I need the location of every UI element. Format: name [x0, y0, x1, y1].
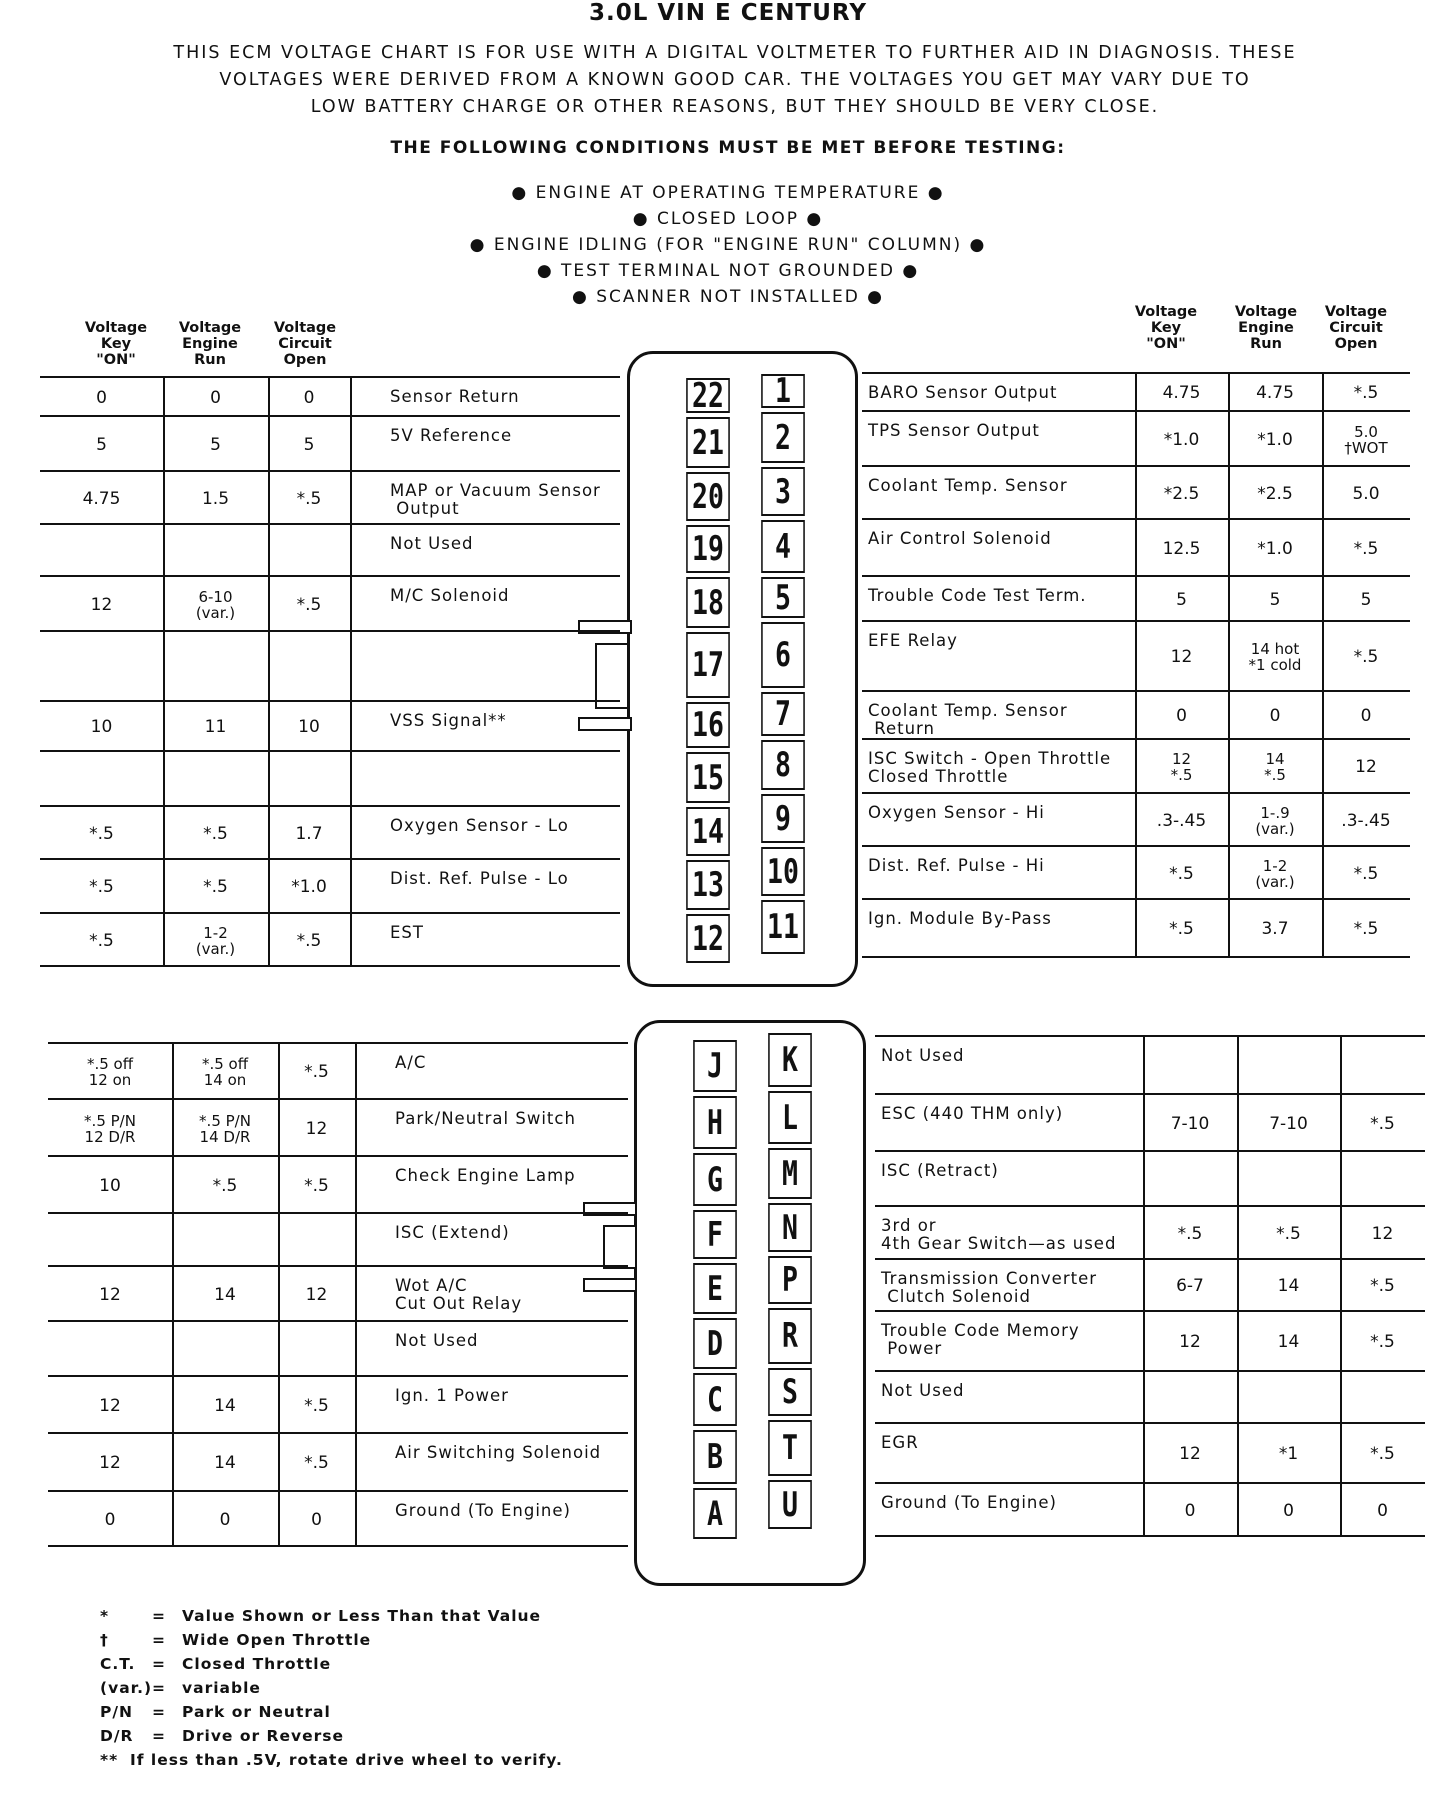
signal-label: Oxygen Sensor - Lo [390, 816, 569, 835]
legend-text: If less than .5V, rotate drive wheel to verify. [130, 1751, 563, 1769]
legend [100, 1604, 563, 1772]
pin-14: 14 [686, 807, 730, 856]
pin-10: 10 [761, 847, 805, 896]
table-rule [40, 912, 620, 914]
cell-run: *1 [1278, 1444, 1299, 1464]
cell-open: *.5 [304, 1453, 329, 1473]
cell-open: *.5 [1370, 1113, 1395, 1134]
cell-key: 5 [96, 434, 107, 455]
table-rule [875, 1150, 1425, 1152]
cell-run: 1-.9 (var.) [1255, 803, 1295, 838]
cell-key: *.5 [89, 823, 114, 844]
intro-paragraph [70, 40, 1400, 121]
cell-run: 1-2 (var.) [195, 923, 236, 958]
table-rule [48, 1320, 628, 1322]
cell-key: *2.5 [1163, 483, 1200, 504]
cell-key: *.5 P/N 12 D/R [84, 1111, 136, 1146]
table-rule [40, 858, 620, 860]
legend-item [100, 1676, 563, 1700]
cell-run: 14 *.5 [1264, 750, 1286, 784]
signal-label: EFE Relay [868, 631, 958, 650]
connector-tab [583, 1278, 637, 1292]
cell-run: *.5 [1276, 1223, 1301, 1244]
cell-open: 0 [311, 1509, 322, 1530]
table-rule [48, 1042, 628, 1044]
pin-S: S [768, 1368, 812, 1416]
cell-key: *.5 [1169, 919, 1194, 939]
cell-open: *.5 [1370, 1444, 1395, 1464]
cell-run [163, 529, 268, 573]
legend-symbol: P/N [100, 1703, 133, 1721]
legend-text: Drive or Reverse [182, 1727, 344, 1745]
cell-key [48, 1218, 172, 1263]
table-rule [48, 1375, 628, 1377]
signal-label: Air Switching Solenoid [395, 1443, 602, 1462]
cell-run: 3.7 [1261, 919, 1289, 939]
cell-run: *1.0 [1257, 429, 1293, 450]
cell-key: 0 [104, 1509, 116, 1530]
cell-key: 0 [96, 387, 107, 408]
table-rule [875, 1310, 1425, 1312]
cell-open: 12 [305, 1284, 328, 1305]
cell-run: 6-10 (var.) [195, 587, 236, 622]
cell-open: *.5 [1353, 647, 1379, 667]
cell-run: 14 [214, 1284, 236, 1305]
signal-label: BARO Sensor Output [868, 383, 1058, 402]
cell-run: 14 [1277, 1332, 1300, 1352]
signal-label: Check Engine Lamp [395, 1166, 576, 1185]
condition-item: ● SCANNER NOT INSTALLED ● [571, 287, 885, 307]
conditions-list [0, 180, 1456, 310]
pin-J: J [693, 1040, 737, 1092]
cell-run: 1.5 [201, 488, 230, 509]
table-rule [875, 1258, 1425, 1260]
cell-key [40, 756, 163, 803]
cell-key: 12 [1170, 647, 1193, 667]
signal-label: Dist. Ref. Pulse - Hi [868, 856, 1045, 875]
cell-run [172, 1218, 278, 1263]
cell-open: *.5 [1353, 383, 1379, 403]
signal-label: Not Used [395, 1331, 479, 1350]
condition-item: ● ENGINE IDLING (FOR "ENGINE RUN" COLUMN) ● [469, 235, 987, 255]
cell-key [1143, 1041, 1237, 1091]
cell-key: 0 [1176, 706, 1187, 726]
cell-run: 1-2 (var.) [1255, 856, 1295, 891]
cell-key: .3-.45 [1156, 810, 1207, 831]
conditions-heading: THE FOLLOWING CONDITIONS MUST BE MET BEFORE TESTING: [390, 138, 1066, 158]
cell-open [268, 529, 350, 573]
signal-label: Not Used [881, 1381, 965, 1400]
pin-11: 11 [761, 900, 805, 954]
pin-12: 12 [686, 914, 730, 963]
table-rule [48, 1098, 628, 1100]
legend-symbol: (var.) [100, 1679, 153, 1697]
cell-run: 4.75 [1256, 383, 1294, 403]
pin-5: 5 [761, 577, 805, 618]
cell-open: *.5 [1370, 1276, 1395, 1296]
cell-open: 1.7 [295, 823, 323, 844]
connector-upper [627, 351, 858, 987]
table-rule [48, 1265, 628, 1267]
cell-run [1237, 1376, 1340, 1420]
cell-run: 14 hot *1 cold [1248, 640, 1302, 674]
signal-label: Trouble Code Test Term. [868, 586, 1087, 605]
legend-text: Wide Open Throttle [182, 1631, 372, 1649]
cell-open: *.5 [304, 1175, 329, 1196]
table-rule [875, 1370, 1425, 1372]
signal-label: ISC (Extend) [395, 1223, 510, 1242]
pin-22: 22 [686, 378, 730, 413]
cell-open: *.5 [296, 930, 322, 951]
signal-label: 3rd or 4th Gear Switch—as used [881, 1216, 1117, 1253]
connector-tab [603, 1225, 637, 1269]
signal-label: ISC Switch - Open Throttle Closed Throttle [868, 749, 1112, 786]
cell-run: *.5 [212, 1175, 238, 1196]
cell-run: *.5 [203, 877, 228, 897]
table-rule [40, 700, 620, 702]
cell-open [278, 1218, 355, 1263]
pin-7: 7 [761, 692, 805, 736]
pin-A: A [693, 1488, 737, 1539]
cell-key: 5 [1176, 589, 1187, 610]
signal-label: Ground (To Engine) [395, 1501, 571, 1520]
cell-open [1340, 1376, 1425, 1420]
right-header-key-on: Voltage Key "ON" [1134, 304, 1198, 352]
cell-run: 14 [214, 1453, 236, 1473]
table-rule [40, 376, 620, 378]
table-rule [862, 956, 1410, 958]
cell-open [268, 636, 350, 698]
table-rule [40, 630, 620, 632]
pin-3: 3 [761, 467, 805, 516]
legend-item [100, 1748, 563, 1772]
legend-item [100, 1724, 563, 1748]
signal-label: Not Used [881, 1046, 965, 1065]
table-rule [875, 1205, 1425, 1207]
table-rule [40, 575, 620, 577]
pin-P: P [768, 1256, 812, 1304]
cell-key: 12 [90, 594, 113, 615]
signal-label: Ign. Module By-Pass [868, 909, 1052, 928]
cell-key [40, 636, 163, 698]
cell-key [1143, 1156, 1237, 1203]
legend-symbol: ** [100, 1751, 119, 1769]
cell-run: *.5 P/N 14 D/R [199, 1111, 251, 1146]
table-rule [875, 1482, 1425, 1484]
cell-key: 4.75 [82, 488, 121, 509]
table-rule [40, 470, 620, 472]
cell-key: *.5 [89, 930, 114, 951]
cell-key: 0 [1184, 1500, 1196, 1521]
legend-item [100, 1700, 563, 1724]
cell-open: 12 [1355, 757, 1377, 777]
cell-open: 0 [303, 387, 315, 408]
cell-run: 5 [1269, 589, 1281, 610]
condition-item: ● CLOSED LOOP ● [632, 209, 824, 229]
legend-equals: = [152, 1703, 166, 1721]
signal-label: Park/Neutral Switch [395, 1109, 576, 1128]
signal-label: Coolant Temp. Sensor Return [868, 701, 1068, 738]
left-header-circuit-open: Voltage Circuit Open [273, 320, 337, 368]
cell-open: 0 [1377, 1500, 1388, 1521]
column-rule [355, 1042, 357, 1545]
cell-key: 12 *.5 [1170, 750, 1193, 784]
cell-open [268, 756, 350, 803]
pin-C: C [693, 1373, 737, 1426]
table-rule [875, 1035, 1425, 1037]
pin-K: K [768, 1033, 812, 1087]
cell-key: 12 [99, 1395, 121, 1416]
table-rule [48, 1212, 628, 1214]
pin-U: U [768, 1480, 812, 1529]
cell-key: 7-10 [1170, 1113, 1210, 1134]
cell-run: 7-10 [1269, 1113, 1308, 1134]
cell-key: 4.75 [1162, 383, 1201, 403]
pin-T: T [768, 1420, 812, 1476]
condition-item: ● ENGINE AT OPERATING TEMPERATURE ● [511, 183, 945, 203]
cell-key: 12 [1179, 1332, 1201, 1352]
pin-6: 6 [761, 622, 805, 688]
signal-label: Coolant Temp. Sensor [868, 476, 1068, 495]
pin-M: M [768, 1148, 812, 1199]
pin-F: F [693, 1210, 737, 1259]
signal-label: EGR [881, 1433, 919, 1452]
cell-run: 0 [219, 1509, 231, 1530]
signal-label: Ground (To Engine) [881, 1493, 1057, 1512]
cell-open: 12 [1371, 1223, 1394, 1244]
signal-label: EST [390, 923, 424, 942]
legend-text: Park or Neutral [182, 1703, 331, 1721]
legend-text: Closed Throttle [182, 1655, 332, 1673]
legend-equals: = [152, 1679, 166, 1697]
table-rule [40, 523, 620, 525]
pin-H: H [693, 1096, 737, 1149]
table-rule [48, 1490, 628, 1492]
pin-4: 4 [761, 520, 805, 573]
legend-item [100, 1628, 563, 1652]
signal-label: 5V Reference [390, 426, 513, 445]
cell-open [1340, 1041, 1425, 1091]
signal-label: Sensor Return [390, 387, 520, 406]
legend-equals: = [152, 1655, 166, 1673]
cell-open: *.5 [296, 594, 322, 615]
page-title: 3.0L VIN E CENTURY [588, 0, 868, 26]
legend-item [100, 1604, 563, 1628]
intro-line: THIS ECM VOLTAGE CHART IS FOR USE WITH A DIGITAL VOLTMETER TO FURTHER AID IN DIAGNOSIS. THESE [173, 43, 1297, 63]
right-header-engine-run: Voltage Engine Run [1234, 304, 1298, 352]
cell-run [163, 636, 268, 698]
cell-run: *.5 off 14 on [201, 1055, 249, 1089]
legend-text: Value Shown or Less Than that Value [182, 1607, 542, 1625]
pin-N: N [768, 1203, 812, 1252]
cell-key [48, 1326, 172, 1373]
left-header-engine-run: Voltage Engine Run [178, 320, 242, 368]
table-rule [40, 965, 620, 967]
cell-key: 12 [99, 1453, 121, 1473]
signal-label: M/C Solenoid [390, 586, 510, 605]
column-rule [350, 376, 352, 965]
pin-L: L [768, 1091, 812, 1144]
table-rule [40, 750, 620, 752]
cell-open [278, 1326, 355, 1373]
signal-label: A/C [395, 1053, 427, 1072]
signal-label: Not Used [390, 534, 474, 553]
cell-open: 10 [298, 717, 320, 737]
cell-key: *1.0 [1163, 429, 1200, 450]
cell-key: 10 [90, 717, 113, 737]
cell-open: 0 [1360, 706, 1372, 726]
cell-open: *.5 [1353, 919, 1379, 939]
pin-9: 9 [761, 794, 805, 843]
signal-label: Ign. 1 Power [395, 1386, 509, 1405]
cell-key: 6-7 [1176, 1276, 1204, 1296]
table-rule [48, 1155, 628, 1157]
table-rule [40, 805, 620, 807]
cell-run [1237, 1041, 1340, 1091]
cell-open: *.5 [304, 1062, 329, 1082]
pin-G: G [693, 1153, 737, 1206]
cell-key: 10 [99, 1175, 121, 1196]
cell-key: *.5 off 12 on [86, 1055, 134, 1089]
legend-symbol: † [100, 1631, 109, 1649]
signal-label: ESC (440 THM only) [881, 1104, 1064, 1123]
legend-equals: = [152, 1727, 166, 1745]
cell-run: *.5 [203, 823, 228, 844]
cell-open: *.5 [304, 1395, 329, 1416]
legend-equals: = [152, 1631, 166, 1649]
connector-lower [634, 1020, 866, 1586]
signal-label: Oxygen Sensor - Hi [868, 803, 1045, 822]
legend-symbol: C.T. [100, 1655, 136, 1673]
table-rule [40, 415, 620, 417]
cell-open: *1.0 [291, 877, 327, 897]
left-header-key-on: Voltage Key "ON" [84, 320, 148, 368]
table-rule [48, 1432, 628, 1434]
legend-symbol: * [100, 1607, 110, 1625]
pin-1: 1 [761, 374, 805, 408]
pin-2: 2 [761, 412, 805, 463]
table-rule [875, 1093, 1425, 1095]
signal-label: MAP or Vacuum Sensor Output [390, 481, 601, 518]
legend-text: variable [182, 1679, 261, 1697]
cell-run [172, 1326, 278, 1373]
signal-label: VSS Signal** [390, 711, 507, 730]
table-rule [875, 1422, 1425, 1424]
cell-run: 14 [1277, 1276, 1300, 1296]
intro-line: VOLTAGES WERE DERIVED FROM A KNOWN GOOD CAR. THE VOLTAGES YOU GET MAY VARY DUE TO [219, 70, 1251, 90]
pin-R: R [768, 1308, 812, 1364]
cell-open: 5 [1360, 589, 1372, 610]
table-rule [48, 1545, 628, 1547]
pin-E: E [693, 1263, 737, 1314]
cell-run: 0 [1283, 1500, 1294, 1521]
pin-D: D [693, 1318, 737, 1369]
pin-19: 19 [686, 525, 730, 573]
cell-run: *2.5 [1257, 483, 1293, 504]
signal-label: TPS Sensor Output [868, 421, 1040, 440]
condition-item: ● TEST TERMINAL NOT GROUNDED ● [536, 261, 920, 281]
connector-tab [578, 717, 632, 731]
cell-run: *1.0 [1257, 538, 1293, 559]
cell-open: *.5 [1370, 1332, 1395, 1352]
cell-key: *.5 [89, 877, 114, 897]
cell-open: 5 [303, 434, 315, 455]
cell-open [1340, 1156, 1425, 1203]
cell-open: *.5 [1353, 863, 1379, 884]
pin-16: 16 [686, 702, 730, 748]
cell-open: 5.0 †WOT [1344, 422, 1388, 457]
cell-open: .3-.45 [1341, 810, 1391, 831]
pin-18: 18 [686, 577, 730, 628]
cell-key: 12 [99, 1284, 121, 1305]
legend-equals: = [152, 1607, 166, 1625]
table-rule [875, 1535, 1425, 1537]
cell-key [1143, 1376, 1237, 1420]
pin-13: 13 [686, 860, 730, 910]
signal-label: ISC (Retract) [881, 1161, 999, 1180]
cell-key: *.5 [1177, 1223, 1203, 1244]
pin-8: 8 [761, 740, 805, 790]
cell-key: 12 [1179, 1444, 1201, 1464]
cell-open: *.5 [296, 488, 322, 509]
cell-run [163, 756, 268, 803]
cell-open: 12 [305, 1118, 328, 1139]
legend-symbol: D/R [100, 1727, 134, 1745]
cell-open: 5.0 [1352, 483, 1380, 504]
signal-label: Air Control Solenoid [868, 529, 1052, 548]
cell-key: *.5 [1169, 863, 1194, 884]
signal-label: Transmission Converter Clutch Solenoid [881, 1269, 1098, 1306]
pin-B: B [693, 1430, 737, 1484]
pin-17: 17 [686, 632, 730, 698]
cell-open: *.5 [1353, 538, 1379, 559]
right-header-circuit-open: Voltage Circuit Open [1324, 304, 1388, 352]
pin-21: 21 [686, 417, 730, 468]
signal-label: Wot A/C Cut Out Relay [395, 1276, 523, 1313]
cell-run: 0 [1269, 706, 1281, 726]
cell-run: 0 [210, 387, 221, 408]
cell-key [40, 529, 163, 573]
intro-line: LOW BATTERY CHARGE OR OTHER REASONS, BUT THEY SHOULD BE VERY CLOSE. [310, 97, 1160, 117]
cell-run: 11 [204, 717, 227, 737]
cell-run: 5 [210, 434, 221, 455]
signal-label: Trouble Code Memory Power [881, 1321, 1080, 1358]
cell-run [1237, 1156, 1340, 1203]
pin-20: 20 [686, 472, 730, 521]
signal-label: Dist. Ref. Pulse - Lo [390, 869, 569, 888]
legend-item [100, 1652, 563, 1676]
pin-15: 15 [686, 752, 730, 803]
cell-run: 14 [214, 1395, 236, 1416]
cell-key: 12.5 [1162, 538, 1201, 559]
